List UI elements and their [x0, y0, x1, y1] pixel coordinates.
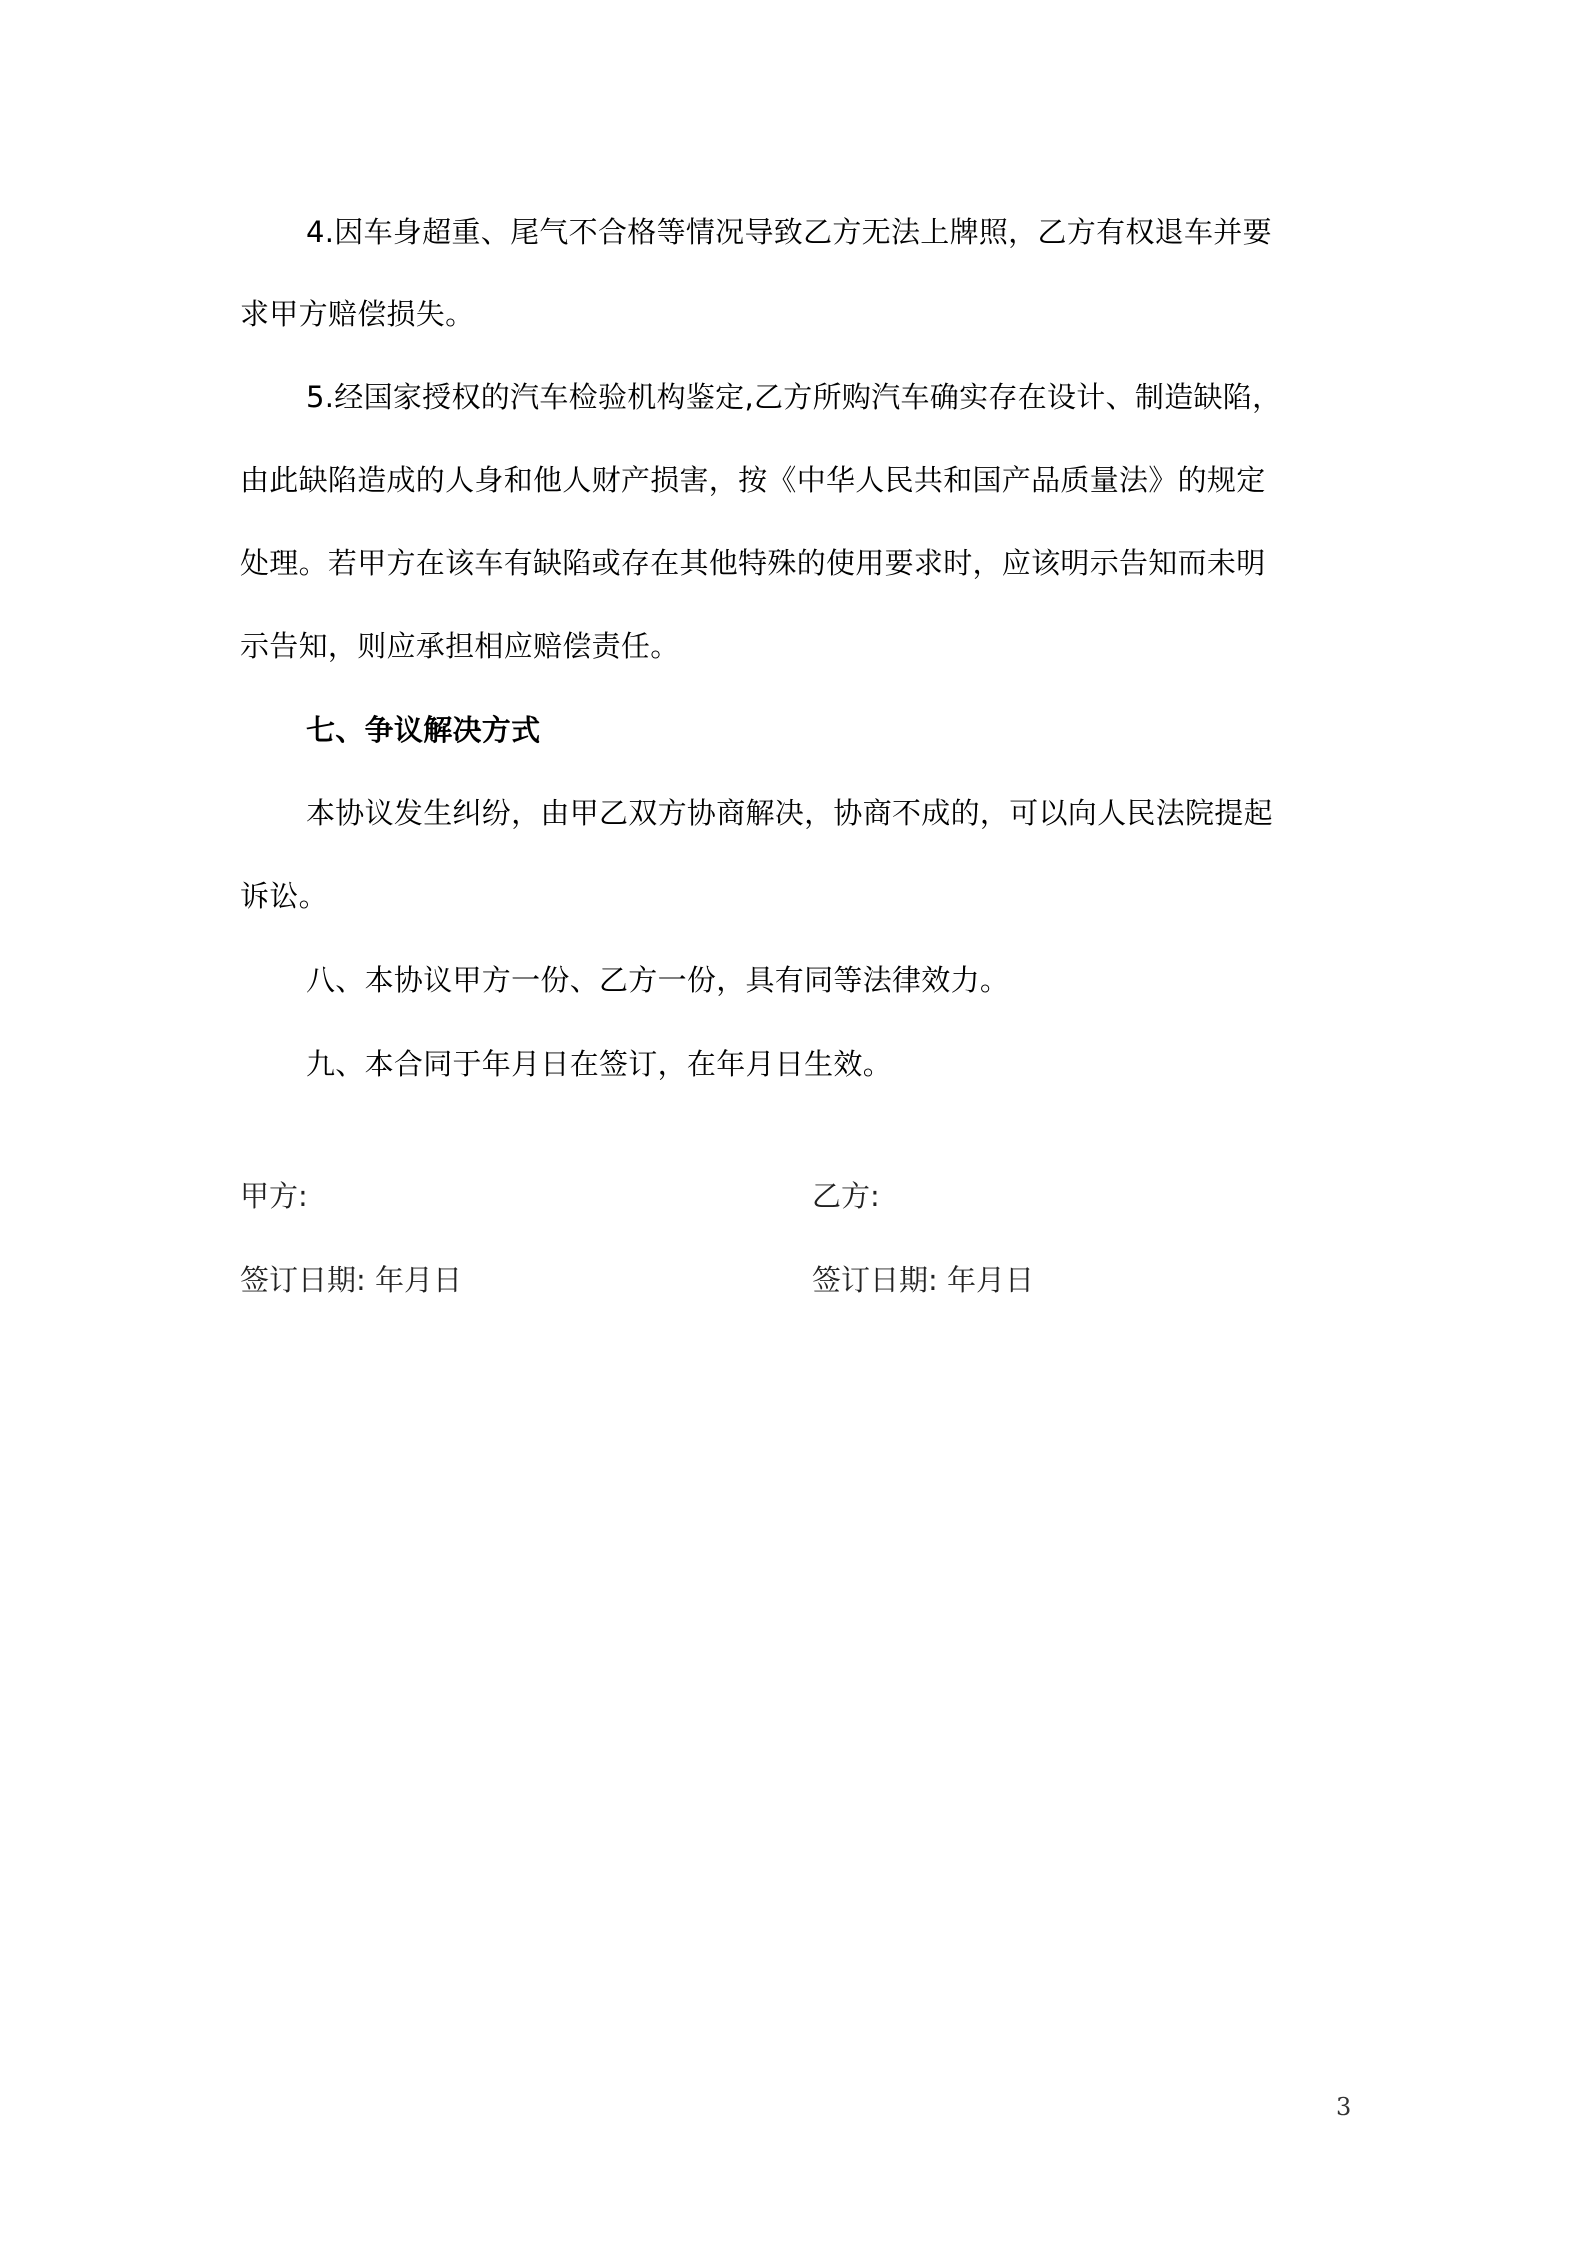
party-b-signing-date: 签订日期: 年月日 — [812, 1263, 1034, 1297]
clause-5-line-1: 5.经国家授权的汽车检验机构鉴定,乙方所购汽车确实存在设计、制造缺陷， — [306, 380, 1282, 414]
clause-5-line-2: 由此缺陷造成的人身和他人财产损害，按《中华人民共和国产品质量法》的规定 — [240, 463, 1266, 497]
clause-5-line-3: 处理。若甲方在该车有缺陷或存在其他特殊的使用要求时，应该明示告知而未明 — [240, 546, 1266, 580]
page-number: 3 — [1336, 2093, 1352, 2121]
section-7-line-2: 诉讼。 — [240, 879, 328, 913]
clause-4-line-2: 求甲方赔偿损失。 — [240, 297, 475, 331]
clause-5-line-4: 示告知，则应承担相应赔偿责任。 — [240, 629, 680, 663]
party-a-signing-date: 签订日期: 年月日 — [240, 1263, 462, 1297]
party-a-label: 甲方: — [240, 1179, 308, 1213]
section-8-text: 八、本协议甲方一份、乙方一份，具有同等法律效力。 — [306, 963, 1010, 997]
clause-4-line-1: 4.因车身超重、尾气不合格等情况导致乙方无法上牌照，乙方有权退车并要 — [306, 215, 1272, 249]
section-9-text: 九、本合同于年月日在签订，在年月日生效。 — [306, 1047, 893, 1081]
section-7-heading: 七、争议解决方式 — [306, 713, 541, 747]
section-7-line-1: 本协议发生纠纷，由甲乙双方协商解决，协商不成的，可以向人民法院提起 — [306, 796, 1273, 830]
party-b-label: 乙方: — [812, 1179, 880, 1213]
